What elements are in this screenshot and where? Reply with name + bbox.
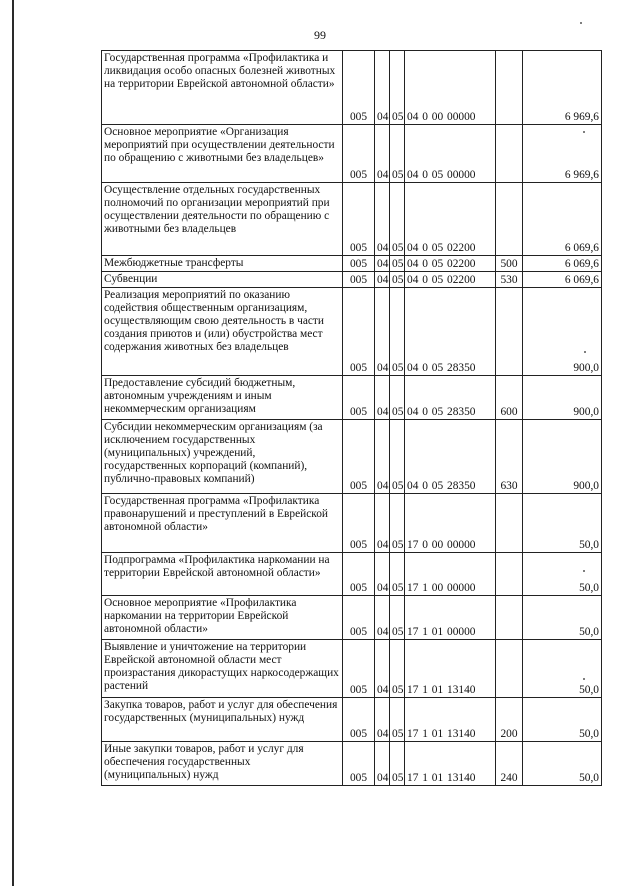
row-name: Реализация мероприятий по оказанию содействия общественным организациям, осуществляющим свою деятельность в части создания приютов и (или) обустройства мест содержания животных без владельцев: [102, 288, 343, 376]
amount: 50,0: [523, 640, 602, 698]
expense-type-code: [496, 640, 523, 698]
expense-type-code: [496, 494, 523, 553]
target-article-code: 04 0 05 02200: [405, 256, 496, 272]
subsection-code: 05: [390, 183, 405, 256]
amount: 6 069,6: [523, 272, 602, 288]
amount: 50,0: [523, 698, 602, 742]
admin-code: 005: [343, 698, 375, 742]
table-row: [102, 256, 602, 272]
row-name: Предоставление субсидий бюджетным, автономным учреждениям и иным некоммерческим организациям: [102, 376, 343, 420]
amount: 900,0: [523, 376, 602, 420]
admin-code: 005: [343, 125, 375, 183]
subsection-code: 05: [390, 420, 405, 494]
section-code: 04: [375, 420, 390, 494]
section-code: 04: [375, 494, 390, 553]
target-article-code: 17 1 01 13140: [405, 640, 496, 698]
section-code: 04: [375, 698, 390, 742]
target-article-code: 17 1 01 13140: [405, 698, 496, 742]
target-article-code: 04 0 05 02200: [405, 183, 496, 256]
amount: 900,0: [523, 288, 602, 376]
amount: 50,0: [523, 596, 602, 640]
amount: 6 069,6: [523, 183, 602, 256]
admin-code: 005: [343, 51, 375, 125]
page-number: 99: [314, 28, 326, 42]
table-row: [102, 494, 602, 553]
expense-type-code: 500: [496, 256, 523, 272]
subsection-code: 05: [390, 640, 405, 698]
row-name: Осуществление отдельных государственных полномочий по организации мероприятий при осуществлении деятельности по обращению с животными без владельцев: [102, 183, 343, 256]
scan-edge-bar: [12, 0, 14, 886]
expense-type-code: 630: [496, 420, 523, 494]
table-row: [102, 640, 602, 698]
scan-speck: [583, 131, 585, 133]
expense-type-code: [496, 125, 523, 183]
subsection-code: 05: [390, 272, 405, 288]
scan-speck: [583, 678, 585, 680]
expense-type-code: [496, 183, 523, 256]
budget-table: [101, 50, 602, 786]
subsection-code: 05: [390, 288, 405, 376]
subsection-code: 05: [390, 256, 405, 272]
target-article-code: 17 1 00 00000: [405, 553, 496, 596]
admin-code: 005: [343, 272, 375, 288]
expense-type-code: 240: [496, 742, 523, 786]
amount: 50,0: [523, 494, 602, 553]
target-article-code: 04 0 05 28350: [405, 376, 496, 420]
row-name: Выявление и уничтожение на территории Еврейской автономной области мест произрастания дикорастущих наркосодержащих растений: [102, 640, 343, 698]
amount: 6 969,6: [523, 51, 602, 125]
table-row: [102, 288, 602, 376]
admin-code: 005: [343, 596, 375, 640]
target-article-code: 17 1 01 00000: [405, 596, 496, 640]
row-name: Субсидии некоммерческим организациям (за исключением государственных (муниципальных) учреждений, государственных корпораций (компаний), публично-правовых компаний): [102, 420, 343, 494]
admin-code: 005: [343, 183, 375, 256]
row-name: Государственная программа «Профилактика правонарушений и преступлений в Еврейской автономной области»: [102, 494, 343, 553]
expense-type-code: [496, 51, 523, 125]
section-code: 04: [375, 183, 390, 256]
row-name: Закупка товаров, работ и услуг для обеспечения государственных (муниципальных) нужд: [102, 698, 343, 742]
amount: 900,0: [523, 420, 602, 494]
admin-code: 005: [343, 640, 375, 698]
expense-type-code: [496, 596, 523, 640]
row-name: Основное мероприятие «Профилактика наркомании на территории Еврейской автономной области»: [102, 596, 343, 640]
table-row: [102, 742, 602, 786]
row-name: Основное мероприятие «Организация мероприятий при осуществлении деятельности по обращению с животными без владельцев»: [102, 125, 343, 183]
table-row: [102, 596, 602, 640]
amount: 50,0: [523, 742, 602, 786]
admin-code: 005: [343, 494, 375, 553]
section-code: 04: [375, 51, 390, 125]
section-code: 04: [375, 125, 390, 183]
subsection-code: 05: [390, 596, 405, 640]
admin-code: 005: [343, 420, 375, 494]
scan-speck: [580, 22, 582, 24]
expense-type-code: 200: [496, 698, 523, 742]
expense-type-code: 600: [496, 376, 523, 420]
subsection-code: 05: [390, 553, 405, 596]
section-code: 04: [375, 288, 390, 376]
row-name: Субвенции: [102, 272, 343, 288]
amount: 50,0: [523, 553, 602, 596]
section-code: 04: [375, 640, 390, 698]
admin-code: 005: [343, 376, 375, 420]
scan-speck: [583, 570, 585, 572]
amount: 6 069,6: [523, 256, 602, 272]
subsection-code: 05: [390, 125, 405, 183]
admin-code: 005: [343, 742, 375, 786]
row-name: Межбюджетные трансферты: [102, 256, 343, 272]
table-row: [102, 553, 602, 596]
row-name: Иные закупки товаров, работ и услуг для обеспечения государственных (муниципальных) нужд: [102, 742, 343, 786]
target-article-code: 04 0 05 28350: [405, 420, 496, 494]
table-row: [102, 183, 602, 256]
amount: 6 969,6: [523, 125, 602, 183]
expense-type-code: 530: [496, 272, 523, 288]
admin-code: 005: [343, 288, 375, 376]
target-article-code: 04 0 05 00000: [405, 125, 496, 183]
expense-type-code: [496, 553, 523, 596]
section-code: 04: [375, 256, 390, 272]
subsection-code: 05: [390, 376, 405, 420]
table-row: [102, 125, 602, 183]
target-article-code: 04 0 05 28350: [405, 288, 496, 376]
target-article-code: 17 0 00 00000: [405, 494, 496, 553]
section-code: 04: [375, 596, 390, 640]
table-row: [102, 51, 602, 125]
subsection-code: 05: [390, 742, 405, 786]
table-row: [102, 698, 602, 742]
target-article-code: 04 0 00 00000: [405, 51, 496, 125]
admin-code: 005: [343, 553, 375, 596]
section-code: 04: [375, 376, 390, 420]
section-code: 04: [375, 553, 390, 596]
table-row: [102, 376, 602, 420]
subsection-code: 05: [390, 698, 405, 742]
section-code: 04: [375, 272, 390, 288]
table-row: [102, 272, 602, 288]
admin-code: 005: [343, 256, 375, 272]
subsection-code: 05: [390, 494, 405, 553]
scan-speck: [584, 351, 586, 353]
target-article-code: 04 0 05 02200: [405, 272, 496, 288]
target-article-code: 17 1 01 13140: [405, 742, 496, 786]
table-row: [102, 420, 602, 494]
row-name: Подпрограмма «Профилактика наркомании на территории Еврейской автономной области»: [102, 553, 343, 596]
expense-type-code: [496, 288, 523, 376]
row-name: Государственная программа «Профилактика и ликвидация особо опасных болезней животных на территории Еврейской автономной области»: [102, 51, 343, 125]
subsection-code: 05: [390, 51, 405, 125]
section-code: 04: [375, 742, 390, 786]
table-body: [102, 51, 602, 786]
